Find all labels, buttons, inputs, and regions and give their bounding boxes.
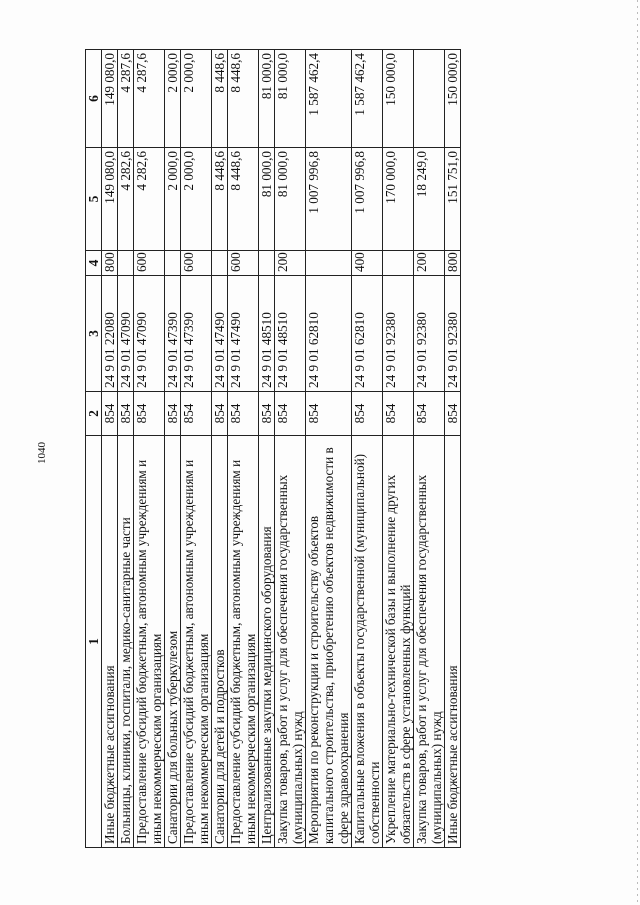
cell-vr [118,251,134,276]
cell-amount-5: 81 000,0 [259,148,275,251]
cell-amount-6: 4 287,6 [134,50,165,148]
cell-vr [306,251,352,276]
cell-csr: 24 9 01 47390 [165,276,181,392]
cell-amount-5: 8 448,6 [212,148,228,251]
cell-ved: 854 [275,392,306,436]
cell-amount-6: 2 000,0 [165,50,181,148]
header-col-3: 3 [86,276,102,392]
table-row [352,50,383,848]
cell-vr: 600 [181,251,212,276]
cell-amount-5: 1 007 996,8 [306,148,352,251]
table-row [102,50,118,848]
cell-csr: 24 9 01 92380 [414,276,445,392]
cell-name: Иные бюджетные ассигнования [445,436,461,848]
cell-amount-6: 8 448,6 [228,50,259,148]
cell-vr: 600 [134,251,165,276]
cell-ved: 854 [306,392,352,436]
cell-name: Санатории для детей и подростков [212,436,228,848]
table-row [118,50,134,848]
cell-name: Санатории для больных туберкулезом [165,436,181,848]
cell-vr: 800 [445,251,461,276]
cell-amount-5: 4 282,6 [134,148,165,251]
cell-amount-5: 2 000,0 [165,148,181,251]
table-row [414,50,445,848]
cell-csr: 24 9 01 62810 [352,276,383,392]
cell-amount-6: 81 000,0 [275,50,306,148]
cell-amount-5: 149 080,0 [102,148,118,251]
cell-amount-6: 2 000,0 [181,50,212,148]
page-edge [637,0,638,905]
cell-vr: 200 [414,251,445,276]
cell-name: Укрепление материально-технической базы и выполнение других обязательств в сфере установленных функций [383,436,414,848]
cell-ved: 854 [102,392,118,436]
table-row [383,50,414,848]
cell-ved: 854 [414,392,445,436]
cell-ved: 854 [445,392,461,436]
table-row [445,50,461,848]
cell-ved: 854 [212,392,228,436]
cell-name: Иные бюджетные ассигнования [102,436,118,848]
cell-csr: 24 9 01 47490 [228,276,259,392]
cell-ved: 854 [118,392,134,436]
cell-amount-5: 4 282,6 [118,148,134,251]
cell-amount-6 [414,50,445,148]
cell-csr: 24 9 01 48510 [275,276,306,392]
cell-csr: 24 9 01 22080 [102,276,118,392]
cell-amount-5: 18 249,0 [414,148,445,251]
header-col-4: 4 [86,251,102,276]
cell-amount-6: 150 000,0 [445,50,461,148]
cell-amount-6: 149 080,0 [102,50,118,148]
cell-amount-6: 8 448,6 [212,50,228,148]
header-col-6: 6 [86,50,102,148]
cell-name: Предоставление субсидий бюджетным, автономным учреждениям и иным некоммерческим организациям [228,436,259,848]
cell-amount-6: 1 587 462,4 [352,50,383,148]
cell-ved: 854 [383,392,414,436]
cell-amount-5: 2 000,0 [181,148,212,251]
cell-ved: 854 [352,392,383,436]
header-row [86,50,102,848]
cell-csr: 24 9 01 48510 [259,276,275,392]
cell-csr: 24 9 01 92380 [445,276,461,392]
table-row [275,50,306,848]
cell-amount-5: 81 000,0 [275,148,306,251]
cell-name: Централизованные закупки медицинского оборудования [259,436,275,848]
cell-amount-6: 1 587 462,4 [306,50,352,148]
table-row [212,50,228,848]
cell-ved: 854 [259,392,275,436]
table-row [134,50,165,848]
cell-amount-5: 151 751,0 [445,148,461,251]
cell-ved: 854 [228,392,259,436]
cell-csr: 24 9 01 62810 [306,276,352,392]
cell-csr: 24 9 01 47090 [118,276,134,392]
table-row [259,50,275,848]
cell-name: Предоставление субсидий бюджетным, автономным учреждениям и иным некоммерческим организациям [181,436,212,848]
cell-amount-5: 8 448,6 [228,148,259,251]
cell-vr [259,251,275,276]
cell-name: Капитальные вложения в объекты государственной (муниципальной) собственности [352,436,383,848]
cell-csr: 24 9 01 92380 [383,276,414,392]
cell-amount-6: 150 000,0 [383,50,414,148]
cell-csr: 24 9 01 47090 [134,276,165,392]
table-row [181,50,212,848]
cell-vr: 600 [228,251,259,276]
header-col-2: 2 [86,392,102,436]
header-col-1: 1 [86,436,102,848]
cell-name: Предоставление субсидий бюджетным, автономным учреждениям и иным некоммерческим организациям [134,436,165,848]
table-row [165,50,181,848]
cell-amount-6: 4 287,6 [118,50,134,148]
header-col-5: 5 [86,148,102,251]
cell-vr: 400 [352,251,383,276]
cell-amount-6: 81 000,0 [259,50,275,148]
page-number: 1040 [36,442,48,464]
cell-amount-5: 170 000,0 [383,148,414,251]
cell-ved: 854 [165,392,181,436]
cell-csr: 24 9 01 47390 [181,276,212,392]
cell-vr: 800 [102,251,118,276]
table-row [228,50,259,848]
cell-ved: 854 [181,392,212,436]
cell-amount-5: 1 007 996,8 [352,148,383,251]
cell-vr [383,251,414,276]
cell-csr: 24 9 01 47490 [212,276,228,392]
budget-table [85,49,461,848]
cell-name: Закупка товаров, работ и услуг для обеспечения государственных (муниципальных) нужд [275,436,306,848]
cell-name: Закупка товаров, работ и услуг для обеспечения государственных (муниципальных) нужд [414,436,445,848]
table-row [306,50,352,848]
cell-vr: 200 [275,251,306,276]
rotated-table-wrapper [85,50,565,848]
cell-vr [212,251,228,276]
cell-vr [165,251,181,276]
cell-name: Мероприятия по реконструкции и строительству объектов капитального строительства, приобретению объектов недвижимости в сфере здравоохранения [306,436,352,848]
cell-ved: 854 [134,392,165,436]
cell-name: Больницы, клиники, госпитали, медико-санитарные части [118,436,134,848]
